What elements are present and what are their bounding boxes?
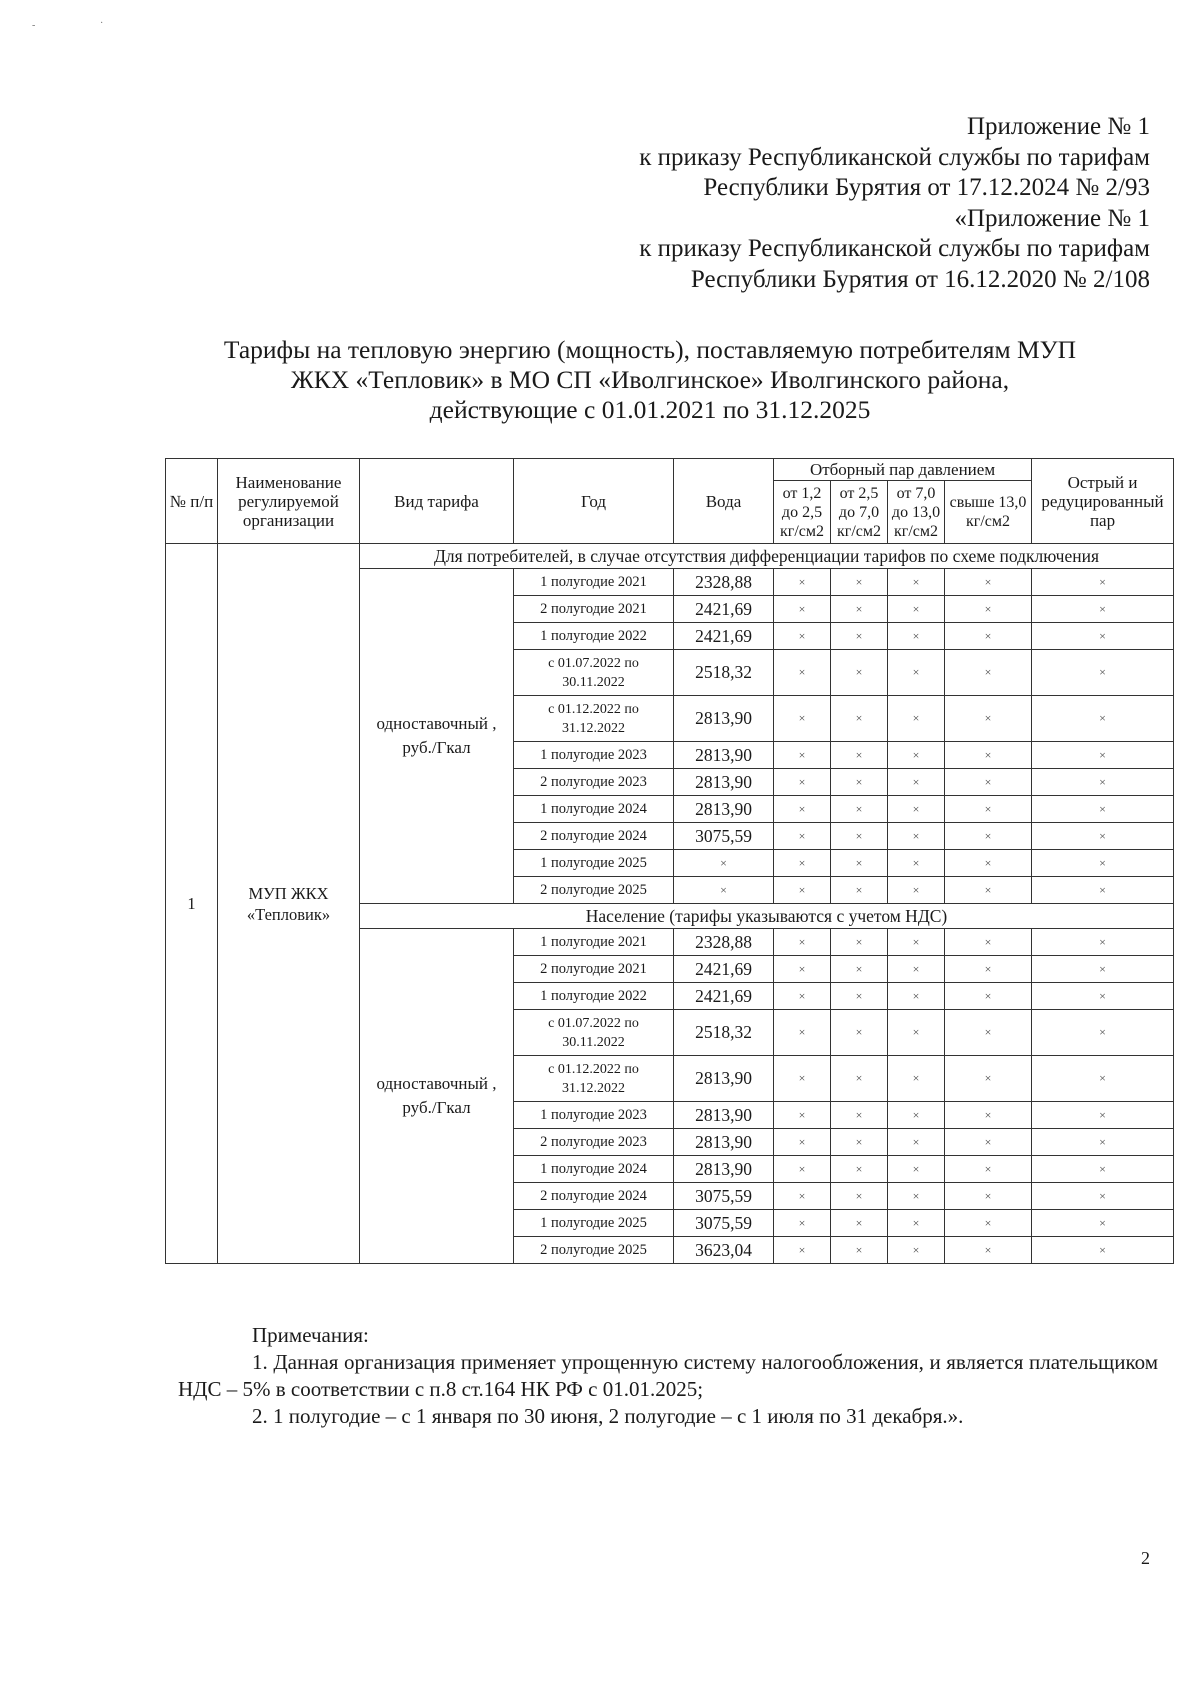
not-applicable-cell: × bbox=[888, 742, 945, 769]
not-applicable-cell: × bbox=[888, 823, 945, 850]
header-steam-4: свыше 13,0 кг/см2 bbox=[945, 481, 1032, 544]
not-applicable-cell: × bbox=[774, 850, 831, 877]
year-cell: 1 полугодие 2025 bbox=[514, 850, 674, 877]
water-value: 3623,04 bbox=[674, 1237, 774, 1264]
not-applicable-cell: × bbox=[831, 569, 888, 596]
not-applicable-cell: × bbox=[831, 1102, 888, 1129]
scan-speck: · bbox=[100, 18, 104, 29]
water-value: 2421,69 bbox=[674, 623, 774, 650]
not-applicable-cell: × bbox=[774, 983, 831, 1010]
water-value: 2813,90 bbox=[674, 696, 774, 742]
year-cell: 1 полугодие 2023 bbox=[514, 742, 674, 769]
not-applicable-cell: × bbox=[945, 929, 1032, 956]
water-value: 2421,69 bbox=[674, 956, 774, 983]
not-applicable-cell: × bbox=[945, 569, 1032, 596]
not-applicable-cell: × bbox=[1032, 877, 1174, 904]
water-value: 2813,90 bbox=[674, 1129, 774, 1156]
not-applicable-cell: × bbox=[831, 877, 888, 904]
not-applicable-cell: × bbox=[831, 1183, 888, 1210]
not-applicable-cell: × bbox=[945, 696, 1032, 742]
not-applicable-cell: × bbox=[831, 769, 888, 796]
year-cell: 1 полугодие 2022 bbox=[514, 983, 674, 1010]
not-applicable-cell: × bbox=[774, 1237, 831, 1264]
header-steam-2: от 2,5 до 7,0 кг/см2 bbox=[831, 481, 888, 544]
header-line: «Приложение № 1 bbox=[954, 204, 1150, 232]
not-applicable-cell: × bbox=[774, 1056, 831, 1102]
not-applicable-cell: × bbox=[1032, 1102, 1174, 1129]
water-value: 2813,90 bbox=[674, 1156, 774, 1183]
not-applicable-cell: × bbox=[1032, 569, 1174, 596]
header-org: Наименование регулируемой организации bbox=[218, 459, 360, 544]
not-applicable-cell: × bbox=[831, 742, 888, 769]
not-applicable-cell: × bbox=[888, 1056, 945, 1102]
not-applicable-cell: × bbox=[888, 1129, 945, 1156]
not-applicable-cell: × bbox=[1032, 696, 1174, 742]
not-applicable-cell: × bbox=[774, 769, 831, 796]
note-item: 1. Данная организация применяет упрощенную систему налогообложения, и является плательщиком НДС – 5% в соответствии с п.8 ст.164 НК РФ с 01.01.2025; bbox=[178, 1350, 1158, 1401]
not-applicable-cell: × bbox=[774, 1156, 831, 1183]
not-applicable-cell: × bbox=[831, 596, 888, 623]
not-applicable-cell: × bbox=[774, 1129, 831, 1156]
water-value: 2813,90 bbox=[674, 796, 774, 823]
not-applicable-cell: × bbox=[945, 742, 1032, 769]
not-applicable-cell: × bbox=[831, 823, 888, 850]
not-applicable-cell: × bbox=[774, 569, 831, 596]
not-applicable-cell: × bbox=[831, 696, 888, 742]
year-cell: с 01.07.2022 по 30.11.2022 bbox=[514, 650, 674, 696]
not-applicable-cell: × bbox=[888, 696, 945, 742]
not-applicable-cell: × bbox=[774, 823, 831, 850]
not-applicable-cell: × bbox=[831, 929, 888, 956]
not-applicable-cell: × bbox=[831, 983, 888, 1010]
not-applicable-cell: × bbox=[888, 569, 945, 596]
not-applicable-cell: × bbox=[888, 769, 945, 796]
not-applicable-cell: × bbox=[945, 1210, 1032, 1237]
year-cell: 1 полугодие 2021 bbox=[514, 569, 674, 596]
tariff-type: одноставочный , руб./Гкал bbox=[360, 929, 514, 1264]
not-applicable-cell: × bbox=[1032, 1129, 1174, 1156]
header-line: к приказу Республиканской службы по тарифам bbox=[639, 143, 1150, 171]
not-applicable-cell: × bbox=[888, 1156, 945, 1183]
not-applicable-cell: × bbox=[774, 1010, 831, 1056]
not-applicable-cell: × bbox=[774, 596, 831, 623]
notes-title: Примечания: bbox=[252, 1323, 369, 1347]
document-title bbox=[160, 335, 1140, 425]
water-value: 2328,88 bbox=[674, 569, 774, 596]
not-applicable-cell: × bbox=[831, 1156, 888, 1183]
not-applicable-cell: × bbox=[1032, 823, 1174, 850]
not-applicable-cell: × bbox=[1032, 1056, 1174, 1102]
not-applicable-cell: × bbox=[831, 1129, 888, 1156]
not-applicable-cell: × bbox=[831, 623, 888, 650]
not-applicable-cell: × bbox=[774, 742, 831, 769]
not-applicable-cell: × bbox=[1032, 1237, 1174, 1264]
year-cell: 2 полугодие 2024 bbox=[514, 1183, 674, 1210]
not-applicable-cell: × bbox=[888, 929, 945, 956]
not-applicable-cell: × bbox=[888, 650, 945, 696]
year-cell: 2 полугодие 2025 bbox=[514, 1237, 674, 1264]
section-title: Для потребителей, в случае отсутствия дифференциации тарифов по схеме подключения bbox=[360, 544, 1174, 569]
not-applicable-cell: × bbox=[1032, 596, 1174, 623]
scan-speck: ‐ bbox=[32, 20, 36, 31]
year-cell: 1 полугодие 2024 bbox=[514, 1156, 674, 1183]
not-applicable-cell: × bbox=[831, 1237, 888, 1264]
header-steam-group: Отборный пар давлением bbox=[774, 459, 1032, 481]
title-line: ЖКХ «Тепловик» в МО СП «Иволгинское» Иволгинского района, bbox=[290, 365, 1010, 394]
header-num: № п/п bbox=[166, 459, 218, 544]
not-applicable-cell: × bbox=[888, 956, 945, 983]
row-number: 1 bbox=[166, 544, 218, 1264]
not-applicable-cell: × bbox=[888, 983, 945, 1010]
not-applicable-cell: × bbox=[945, 796, 1032, 823]
water-value: 2328,88 bbox=[674, 929, 774, 956]
not-applicable-cell: × bbox=[831, 1210, 888, 1237]
not-applicable-cell: × bbox=[945, 983, 1032, 1010]
not-applicable-cell: × bbox=[831, 956, 888, 983]
title-line: действующие с 01.01.2021 по 31.12.2025 bbox=[429, 395, 871, 424]
water-value: 2421,69 bbox=[674, 983, 774, 1010]
year-cell: 1 полугодие 2024 bbox=[514, 796, 674, 823]
note-item: 2. 1 полугодие – с 1 января по 30 июня, 2 полугодие – с 1 июля по 31 декабря.». bbox=[252, 1404, 964, 1428]
not-applicable-cell: × bbox=[945, 1156, 1032, 1183]
water-value: 2813,90 bbox=[674, 1102, 774, 1129]
header-year: Год bbox=[514, 459, 674, 544]
not-applicable-cell: × bbox=[1032, 1183, 1174, 1210]
header-steam-1: от 1,2 до 2,5 кг/см2 bbox=[774, 481, 831, 544]
header-line: Республики Бурятия от 17.12.2024 № 2/93 bbox=[703, 174, 1150, 201]
not-applicable-cell: × bbox=[831, 850, 888, 877]
not-applicable-cell: × bbox=[945, 1237, 1032, 1264]
not-applicable-cell: × bbox=[1032, 623, 1174, 650]
year-cell: 2 полугодие 2023 bbox=[514, 1129, 674, 1156]
not-applicable-cell: × bbox=[945, 1183, 1032, 1210]
not-applicable-cell: × bbox=[945, 650, 1032, 696]
not-applicable-cell: × bbox=[945, 956, 1032, 983]
water-value: 2518,32 bbox=[674, 650, 774, 696]
not-applicable-cell: × bbox=[1032, 1156, 1174, 1183]
not-applicable-cell: × bbox=[888, 1102, 945, 1129]
not-applicable-cell: × bbox=[888, 596, 945, 623]
water-value: 2813,90 bbox=[674, 769, 774, 796]
not-applicable-cell: × bbox=[774, 1102, 831, 1129]
year-cell: 1 полугодие 2022 bbox=[514, 623, 674, 650]
header-line: Приложение № 1 bbox=[966, 113, 1150, 140]
water-value: × bbox=[674, 850, 774, 877]
year-cell: 1 полугодие 2021 bbox=[514, 929, 674, 956]
year-cell: с 01.12.2022 по 31.12.2022 bbox=[514, 696, 674, 742]
year-cell: с 01.12.2022 по 31.12.2022 bbox=[514, 1056, 674, 1102]
water-value: × bbox=[674, 877, 774, 904]
header-sharp-steam: Острый и редуцированный пар bbox=[1032, 459, 1174, 544]
not-applicable-cell: × bbox=[831, 796, 888, 823]
not-applicable-cell: × bbox=[774, 1183, 831, 1210]
not-applicable-cell: × bbox=[1032, 769, 1174, 796]
not-applicable-cell: × bbox=[945, 769, 1032, 796]
not-applicable-cell: × bbox=[888, 1237, 945, 1264]
not-applicable-cell: × bbox=[774, 877, 831, 904]
not-applicable-cell: × bbox=[945, 596, 1032, 623]
page-number: 2 bbox=[1141, 1548, 1150, 1568]
water-value: 3075,59 bbox=[674, 823, 774, 850]
not-applicable-cell: × bbox=[774, 650, 831, 696]
year-cell: 2 полугодие 2024 bbox=[514, 823, 674, 850]
not-applicable-cell: × bbox=[774, 1210, 831, 1237]
not-applicable-cell: × bbox=[831, 1056, 888, 1102]
header-line: Республики Бурятия от 16.12.2020 № 2/108 bbox=[690, 265, 1150, 293]
year-cell: 2 полугодие 2021 bbox=[514, 956, 674, 983]
not-applicable-cell: × bbox=[945, 850, 1032, 877]
not-applicable-cell: × bbox=[945, 877, 1032, 904]
not-applicable-cell: × bbox=[1032, 650, 1174, 696]
header-tariff-type: Вид тарифа bbox=[360, 459, 514, 544]
section-row bbox=[166, 544, 1174, 569]
water-value: 2421,69 bbox=[674, 596, 774, 623]
not-applicable-cell: × bbox=[1032, 1210, 1174, 1237]
not-applicable-cell: × bbox=[945, 1129, 1032, 1156]
not-applicable-cell: × bbox=[945, 1102, 1032, 1129]
year-cell: 2 полугодие 2025 bbox=[514, 877, 674, 904]
not-applicable-cell: × bbox=[945, 1010, 1032, 1056]
not-applicable-cell: × bbox=[945, 1056, 1032, 1102]
not-applicable-cell: × bbox=[888, 1010, 945, 1056]
not-applicable-cell: × bbox=[831, 1010, 888, 1056]
title-line: Тарифы на тепловую энергию (мощность), поставляемую потребителям МУП bbox=[223, 335, 1077, 364]
notes bbox=[178, 1322, 1158, 1430]
water-value: 3075,59 bbox=[674, 1183, 774, 1210]
header-line: к приказу Республиканской службы по тарифам bbox=[639, 235, 1150, 262]
not-applicable-cell: × bbox=[888, 1183, 945, 1210]
water-value: 2518,32 bbox=[674, 1010, 774, 1056]
year-cell: с 01.07.2022 по 30.11.2022 bbox=[514, 1010, 674, 1056]
year-cell: 1 полугодие 2025 bbox=[514, 1210, 674, 1237]
year-cell: 2 полугодие 2021 bbox=[514, 596, 674, 623]
tariff-type: одноставочный , руб./Гкал bbox=[360, 569, 514, 904]
not-applicable-cell: × bbox=[888, 1210, 945, 1237]
not-applicable-cell: × bbox=[888, 877, 945, 904]
not-applicable-cell: × bbox=[1032, 956, 1174, 983]
water-value: 2813,90 bbox=[674, 1056, 774, 1102]
organization-name: МУП ЖКХ «Тепловик» bbox=[218, 544, 360, 1264]
year-cell: 1 полугодие 2023 bbox=[514, 1102, 674, 1129]
section-title: Население (тарифы указываются с учетом НДС) bbox=[360, 904, 1174, 929]
not-applicable-cell: × bbox=[888, 796, 945, 823]
not-applicable-cell: × bbox=[1032, 983, 1174, 1010]
not-applicable-cell: × bbox=[774, 623, 831, 650]
not-applicable-cell: × bbox=[945, 823, 1032, 850]
not-applicable-cell: × bbox=[774, 696, 831, 742]
not-applicable-cell: × bbox=[1032, 796, 1174, 823]
not-applicable-cell: × bbox=[945, 623, 1032, 650]
document-header bbox=[639, 112, 1150, 295]
not-applicable-cell: × bbox=[888, 623, 945, 650]
water-value: 3075,59 bbox=[674, 1210, 774, 1237]
not-applicable-cell: × bbox=[774, 796, 831, 823]
header-steam-3: от 7,0 до 13,0 кг/см2 bbox=[888, 481, 945, 544]
header-water: Вода bbox=[674, 459, 774, 544]
not-applicable-cell: × bbox=[774, 956, 831, 983]
water-value: 2813,90 bbox=[674, 742, 774, 769]
not-applicable-cell: × bbox=[831, 650, 888, 696]
tariffs-table bbox=[165, 458, 1174, 1264]
not-applicable-cell: × bbox=[1032, 929, 1174, 956]
year-cell: 2 полугодие 2023 bbox=[514, 769, 674, 796]
not-applicable-cell: × bbox=[1032, 742, 1174, 769]
not-applicable-cell: × bbox=[1032, 1010, 1174, 1056]
not-applicable-cell: × bbox=[888, 850, 945, 877]
not-applicable-cell: × bbox=[1032, 850, 1174, 877]
not-applicable-cell: × bbox=[774, 929, 831, 956]
